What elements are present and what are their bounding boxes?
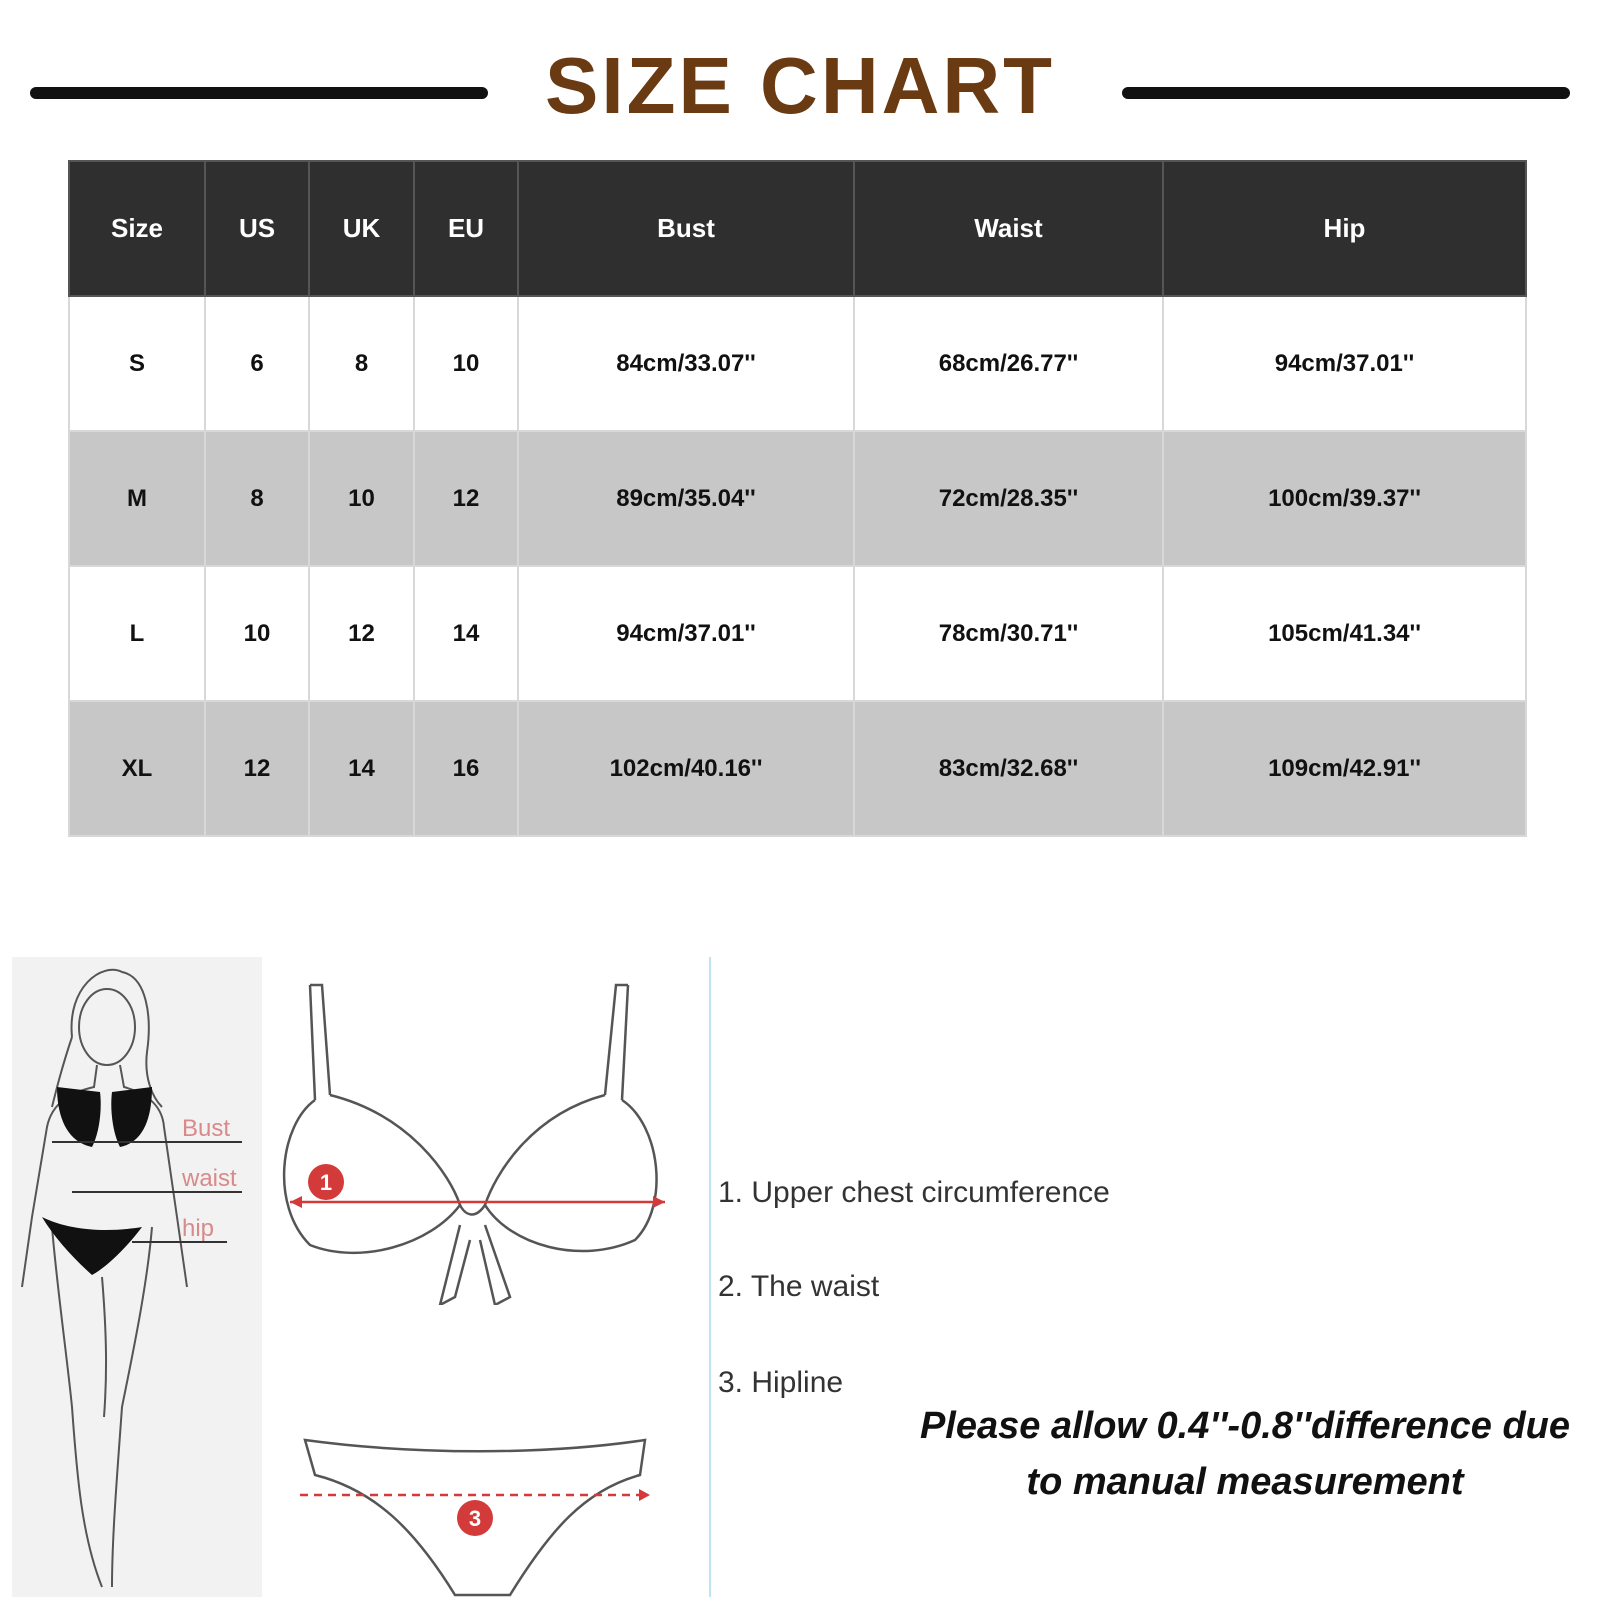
cell-waist: 78cm/30.71'' (854, 566, 1163, 701)
bra-diagram-icon (270, 975, 690, 1305)
header-bust: Bust (518, 161, 854, 296)
cell-size: L (69, 566, 205, 701)
header-size: Size (69, 161, 205, 296)
page-title: SIZE CHART (545, 41, 1055, 130)
cell-bust: 102cm/40.16'' (518, 701, 854, 836)
cell-us: 10 (205, 566, 309, 701)
cell-waist: 72cm/28.35'' (854, 431, 1163, 566)
marker-3: 3 (468, 1506, 482, 1531)
cell-uk: 10 (309, 431, 414, 566)
table-row (69, 566, 1526, 701)
cell-eu: 12 (414, 431, 518, 566)
cell-hip: 105cm/41.34'' (1163, 566, 1526, 701)
marker-1: 1 (319, 1170, 333, 1195)
cell-bust: 94cm/37.01'' (518, 566, 854, 701)
bottom-diagram-icon (295, 1430, 665, 1600)
cell-eu: 16 (414, 701, 518, 836)
instruction-hipline: 3. Hipline (718, 1366, 844, 1399)
model-figure-panel (12, 957, 262, 1597)
header-hip: Hip (1163, 161, 1526, 296)
label-waist: waist (182, 1165, 237, 1192)
cell-uk: 12 (309, 566, 414, 701)
header-waist: Waist (854, 161, 1163, 296)
header-us: US (205, 161, 309, 296)
table-row (69, 701, 1526, 836)
instruction-waist: 2. The waist (718, 1270, 880, 1303)
cell-size: XL (69, 701, 205, 836)
vertical-divider (709, 957, 711, 1597)
cell-hip: 100cm/39.37'' (1163, 431, 1526, 566)
note-line-1: Please allow 0.4''-0.8''difference due (919, 1405, 1571, 1447)
cell-us: 8 (205, 431, 309, 566)
label-bust: Bust (182, 1115, 231, 1142)
cell-waist: 83cm/32.68'' (854, 701, 1163, 836)
header-uk: UK (309, 161, 414, 296)
header-eu: EU (414, 161, 518, 296)
model-figure-icon (12, 957, 262, 1597)
cell-waist: 68cm/26.77'' (854, 296, 1163, 431)
cell-hip: 109cm/42.91'' (1163, 701, 1526, 836)
table-row (69, 296, 1526, 431)
cell-size: M (69, 431, 205, 566)
cell-us: 6 (205, 296, 309, 431)
cell-eu: 14 (414, 566, 518, 701)
cell-bust: 84cm/33.07'' (518, 296, 854, 431)
cell-size: S (69, 296, 205, 431)
cell-uk: 8 (309, 296, 414, 431)
title-rule-left (30, 87, 488, 99)
cell-us: 12 (205, 701, 309, 836)
table-header-row (69, 161, 1526, 296)
note-line-2: to manual measurement (1026, 1461, 1464, 1503)
cell-hip: 94cm/37.01'' (1163, 296, 1526, 431)
measurement-note (900, 1398, 1590, 1510)
label-hip: hip (182, 1215, 215, 1242)
cell-uk: 14 (309, 701, 414, 836)
title-rule-right (1122, 87, 1570, 99)
instruction-upper-chest: 1. Upper chest circumference (718, 1176, 1110, 1209)
size-table (68, 160, 1527, 837)
table-row (69, 431, 1526, 566)
cell-bust: 89cm/35.04'' (518, 431, 854, 566)
cell-eu: 10 (414, 296, 518, 431)
